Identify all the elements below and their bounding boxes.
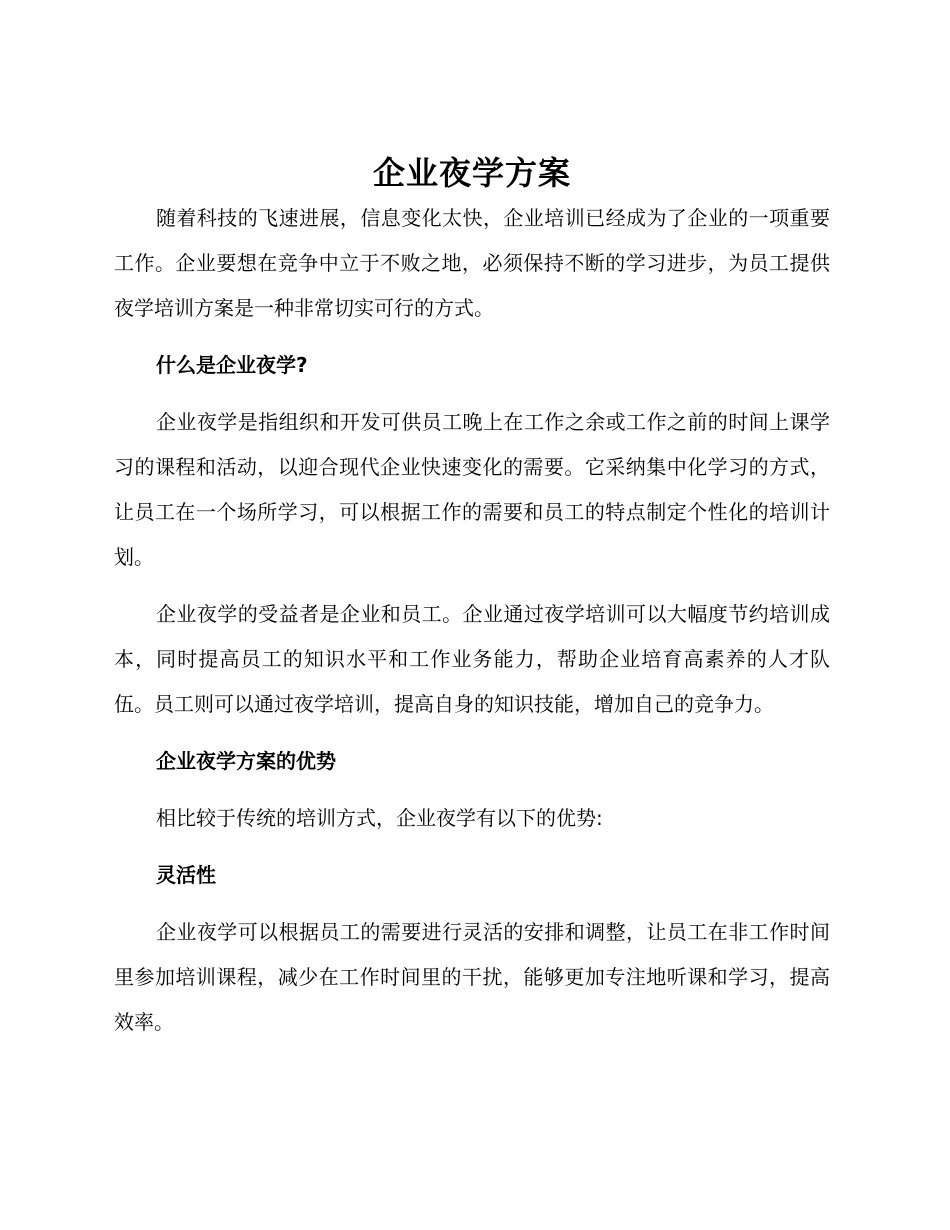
section-heading-what-is: 什么是企业夜学? <box>156 353 308 377</box>
paragraph-beneficiaries: 企业夜学的受益者是企业和员工。企业通过夜学培训可以大幅度节约培训成本，同时提高员工的知识水平和工作业务能力，帮助企业培育高素养的人才队伍。员工则可以通过夜学培训，提高自身的知识技能，增加自己的竞争力。 <box>114 602 830 716</box>
document-title: 企业夜学方案 <box>372 154 571 192</box>
paragraph-definition: 企业夜学是指组织和开发可供员工晚上在工作之余或工作之前的时间上课学习的课程和活动，以迎合现代企业快速变化的需要。它采纳集中化学习的方式，让员工在一个场所学习，可以根据工作的需要和员工的特点制定个性化的培训计划。 <box>114 410 830 569</box>
paragraph-intro: 随着科技的飞速进展，信息变化太快，企业培训已经成为了企业的一项重要工作。企业要想在竞争中立于不败之地，必须保持不断的学习进步，为员工提供夜学培训方案是一种非常切实可行的方式。 <box>114 206 830 320</box>
document-content <box>114 150 830 1045</box>
section-heading-advantages: 企业夜学方案的优势 <box>156 749 336 773</box>
paragraph-flexibility: 企业夜学可以根据员工的需要进行灵活的安排和调整，让员工在非工作时间里参加培训课程，减少在工作时间里的干扰，能够更加专注地听课和学习，提高效率。 <box>114 920 830 1034</box>
section-heading-flexibility: 灵活性 <box>156 863 216 887</box>
paragraph-advantages-intro: 相比较于传统的培训方式，企业夜学有以下的优势: <box>156 806 603 830</box>
